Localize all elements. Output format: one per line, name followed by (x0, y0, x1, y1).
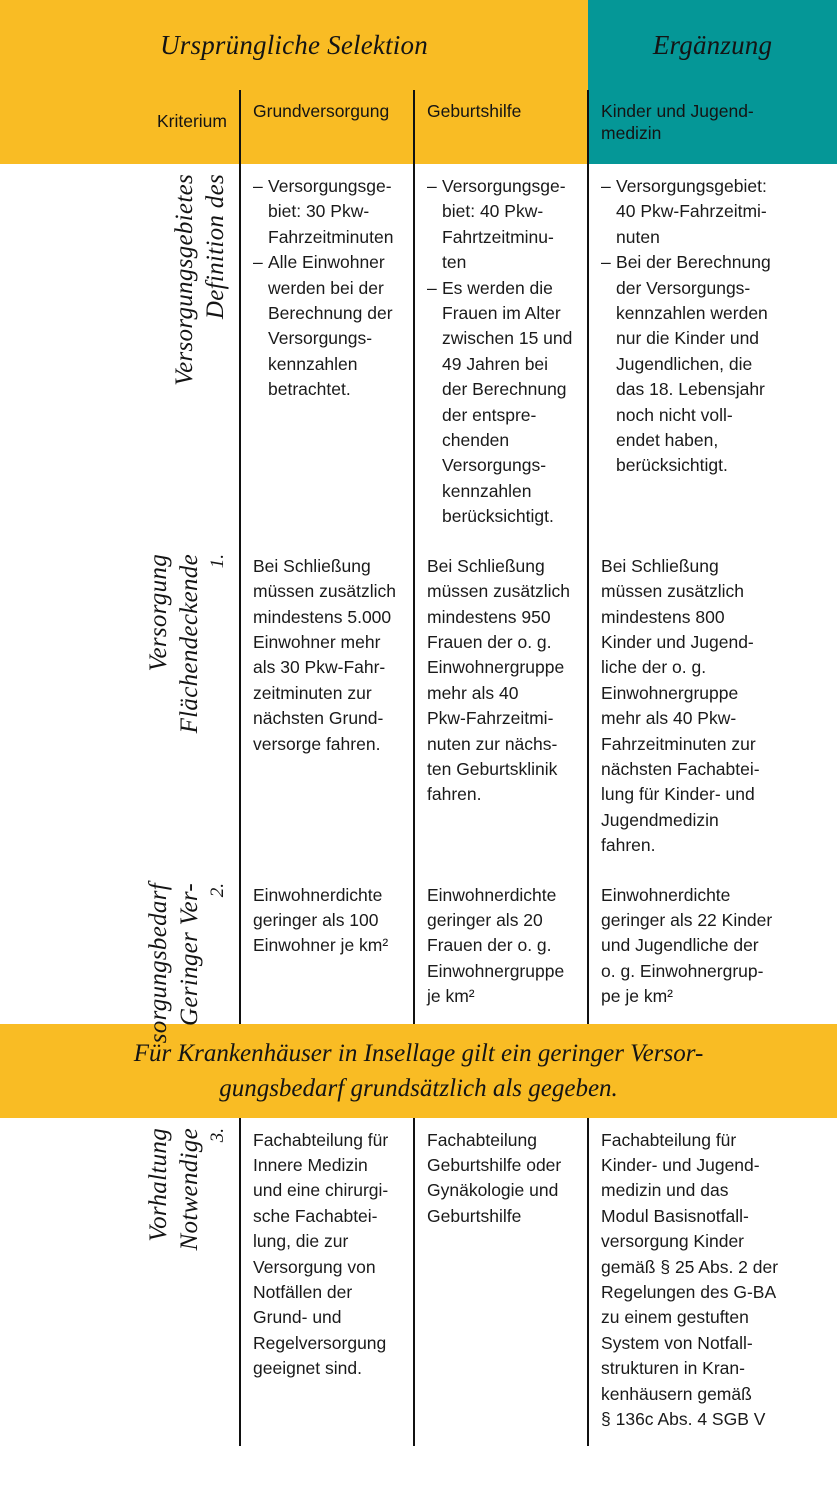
cell-basic-care (240, 873, 414, 1024)
row-label-cell (0, 164, 240, 544)
table-row (0, 544, 837, 873)
row-label-cell (0, 544, 240, 873)
column-header-basic-care (240, 90, 414, 164)
row-label-line1: Geringer Ver- (176, 882, 203, 1026)
column-header-criterion-label: Kriterium (156, 111, 227, 131)
column-header-obstetrics-label: Geburtshilfe (427, 101, 522, 121)
cell-pediatrics (588, 873, 837, 1024)
cell-obstetrics (414, 164, 588, 544)
cell-content: Einwohnerdichte geringer als 22 Kinder und Jugendliche der o. g. Einwohnergrup- pe je km² (601, 884, 773, 1007)
cell-content: Fachabteilung für Innere Medizin und eine chirurgi- sche Fachabtei- lung, die zur Versorgung von Notfällen der Grund- und Regelversorgung geeignet sind. (253, 1129, 389, 1379)
cell-content: – Versorgungsge- biet: 40 Pkw- Fahrtzeitminu- ten – Es werden die Frauen im Alter zwischen 15 und 49 Jahren bei der Berechnung der entspre- chenden Versorgungs- kennzahlen berücksichtigt. (415, 164, 587, 544)
cell-obstetrics (414, 873, 588, 1024)
cell-pediatrics (588, 1118, 837, 1447)
cell-content: Einwohnerdichte geringer als 20 Frauen der o. g. Einwohnergruppe je km² (427, 884, 565, 1007)
column-header-row (0, 90, 837, 164)
cell-content: Einwohnerdichte geringer als 100 Einwohner je km² (253, 884, 389, 956)
row-label-line1: Flächendeckende (176, 553, 203, 734)
row-label-cell (0, 1118, 240, 1447)
column-header-obstetrics (414, 90, 588, 164)
group-header-original-label: Ursprüngliche Selektion (160, 30, 428, 60)
cell-obstetrics (414, 544, 588, 873)
cell-content: – Versorgungsgebiet: 40 Pkw-Fahrzeitmi- nuten – Bei der Berechnung der Versorgungs- kennzahlen werden nur die Kinder und Jugendlichen, die das 18. Lebensjahr noch nicht voll- endet haben, berücksichtigt. (589, 164, 837, 493)
cell-basic-care (240, 164, 414, 544)
cell-content: Fachabteilung für Kinder- und Jugend- medizin und das Modul Basisnotfall- versorgung Kinder gemäß § 25 Abs. 2 der Regelungen des G-BA zu einem gestuften System von Notfall- strukturen in Kran- kenhäusern gemäß § 136c Abs. 4 SGB V (601, 1129, 779, 1430)
row-number: 3. (207, 1127, 228, 1142)
cell-content: Fachabteilung Geburtshilfe oder Gynäkologie und Geburtshilfe (427, 1129, 562, 1226)
cell-pediatrics (588, 544, 837, 873)
row-label-line2: Versorgungsgebietes (171, 174, 198, 386)
row-label-line1: Definition des (202, 174, 229, 320)
cell-content: – Versorgungsge- biet: 30 Pkw- Fahrzeitminuten – Alle Einwohner werden bei der Berechnung der Versorgungs- kennzahlen betrachtet. (241, 164, 413, 417)
cell-content: Bei Schließung müssen zusätzlich mindestens 800 Kinder und Jugend- liche der o. g. Einwohnergruppe mehr als 40 Pkw- Fahrzeitminuten zur nächsten Fachabtei- lung für Kinder- und Jugendmedizin fahren. (601, 555, 760, 856)
group-header-original (0, 0, 588, 90)
cell-content: Bei Schließung müssen zusätzlich mindestens 5.000 Einwohner mehr als 30 Pkw-Fahr- zeitminuten zur nächsten Grund- versorge fahren. (253, 555, 396, 754)
column-header-criterion (0, 90, 240, 164)
column-header-pediatrics (588, 90, 837, 164)
table-row (0, 164, 837, 544)
column-header-pediatrics-label: Kinder und Jugend- medizin (601, 101, 754, 143)
row-label-line1: Notwendige (176, 1127, 203, 1251)
group-header-supplement-label: Ergänzung (652, 30, 773, 60)
cell-pediatrics (588, 164, 837, 544)
row-label-cell (0, 873, 240, 1043)
row-label-line2: sorgungsbedarf (145, 882, 172, 1043)
cell-obstetrics (414, 1118, 588, 1447)
row-number: 1. (207, 553, 228, 568)
note-band (0, 1024, 837, 1118)
cell-basic-care (240, 544, 414, 873)
row-number: 2. (207, 882, 228, 897)
row-label-line2: Versorgung (145, 553, 172, 672)
note-band-row (0, 1024, 837, 1118)
note-band-text: Für Krankenhäuser in Insellage gilt ein geringer Versor- gungsbedarf grundsätzlich als gegeben. (133, 1039, 704, 1102)
table-row (0, 1118, 837, 1447)
group-header-supplement (588, 0, 837, 90)
cell-basic-care (240, 1118, 414, 1447)
group-header-row (0, 0, 837, 90)
table-row (0, 873, 837, 1024)
row-label-line2: Vorhaltung (145, 1127, 172, 1242)
cell-content: Bei Schließung müssen zusätzlich mindestens 950 Frauen der o. g. Einwohnergruppe mehr als 40 Pkw-Fahrzeitmi- nuten zur nächs- ten Geburtsklinik fahren. (427, 555, 570, 805)
column-header-basic-care-label: Grundversorgung (253, 101, 390, 121)
